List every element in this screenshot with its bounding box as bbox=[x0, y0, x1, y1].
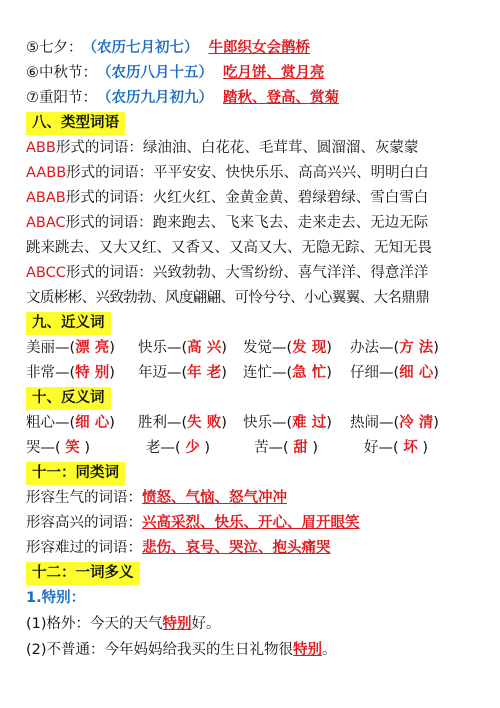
type-words: 文质彬彬、兴致勃勃、风度翩翩、可怜兮兮、小心翼翼、大名鼎鼎 bbox=[26, 290, 430, 306]
type-row bbox=[26, 161, 494, 186]
type-words: 跳来跳去、又大又红、又香又、又高又大、无隐无踪、无知无畏 bbox=[26, 240, 432, 256]
polysemy-subheading bbox=[26, 586, 494, 611]
antonym-pair: 热闹—(冷 清) bbox=[350, 415, 439, 431]
festival-row-qixi bbox=[26, 36, 494, 61]
synonym-pair: 年迈—(年 老) bbox=[138, 365, 227, 381]
synonym-pair: 连忙—(急 忙) bbox=[243, 365, 332, 381]
festival-row-zhongqiu bbox=[26, 61, 494, 86]
category-row bbox=[26, 511, 494, 536]
antonym-pair: 粗心—(细 心) bbox=[26, 415, 115, 431]
category-words: 愤怒、气恼、怒气冲冲 bbox=[142, 490, 287, 506]
type-row-continued bbox=[26, 286, 494, 311]
type-row-continued bbox=[26, 236, 494, 261]
section-heading: 九、近义词 bbox=[26, 312, 111, 335]
antonym-row bbox=[26, 436, 494, 461]
synonym-pair: 仔细—(细 心) bbox=[350, 365, 439, 381]
synonym-pair: 发觉—(发 现) bbox=[243, 340, 332, 356]
synonym-pair: 美丽—(漂 亮) bbox=[26, 340, 115, 356]
antonym-pair: 老—( 少 ) bbox=[146, 440, 211, 456]
category-label: 形容高兴的词语： bbox=[26, 515, 142, 531]
type-pattern: ABB bbox=[26, 140, 56, 156]
antonym-pair: 好—( 坏 ) bbox=[364, 440, 429, 456]
antonym-pair: 哭—( 笑 ) bbox=[26, 440, 91, 456]
section-heading: 八、类型词语 bbox=[26, 112, 125, 135]
category-row bbox=[26, 536, 494, 561]
festival-custom: 吃月饼、赏月亮 bbox=[223, 65, 325, 81]
highlighted-word: 特别 bbox=[293, 642, 323, 658]
type-pattern: ABAC bbox=[26, 215, 66, 231]
festival-name: ⑦重阳节： bbox=[26, 90, 97, 106]
section-heading: 十、反义词 bbox=[26, 387, 111, 410]
category-label: 形容难过的词语： bbox=[26, 540, 142, 556]
section-heading: 十二：一词多义 bbox=[26, 562, 140, 585]
document-page bbox=[26, 36, 494, 663]
synonym-row bbox=[26, 361, 494, 386]
festival-name: ⑥中秋节： bbox=[26, 65, 97, 81]
category-words: 悲伤、哀号、哭泣、抱头痛哭 bbox=[142, 540, 331, 556]
type-words: 火红火红、金黄金黄、碧绿碧绿、雪白雪白 bbox=[152, 190, 429, 206]
highlighted-word: 特别 bbox=[162, 616, 192, 632]
festival-row-chongyang bbox=[26, 86, 494, 111]
antonym-pair: 胜利—(失 败) bbox=[138, 415, 227, 431]
type-row bbox=[26, 261, 494, 286]
category-label: 形容生气的词语： bbox=[26, 490, 142, 506]
polysemy-item: (1)格外：今天的天气 特别 好。 bbox=[26, 611, 494, 637]
type-label: 形式的词语： bbox=[65, 215, 153, 231]
festival-custom: 踏秋、登高、赏菊 bbox=[223, 90, 339, 106]
section-9-heading-row bbox=[26, 311, 494, 336]
synonym-pair: 办法—(方 法) bbox=[350, 340, 439, 356]
type-label: 形式的词语： bbox=[65, 265, 153, 281]
type-pattern: ABCC bbox=[26, 265, 66, 281]
antonym-pair: 快乐—(难 过) bbox=[243, 415, 332, 431]
festival-date: （农历八月十五） bbox=[97, 65, 213, 81]
section-8-heading-row bbox=[26, 111, 494, 136]
type-row bbox=[26, 136, 494, 161]
type-label: 形式的词语： bbox=[55, 140, 143, 156]
festival-date: （农历九月初九） bbox=[97, 90, 213, 106]
type-pattern: AABB bbox=[26, 165, 67, 181]
category-row bbox=[26, 486, 494, 511]
type-words: 兴致勃勃、大雪纷纷、喜气洋洋、得意洋洋 bbox=[152, 265, 429, 281]
festival-date: （农历七月初七） bbox=[82, 40, 199, 56]
festival-custom: 牛郎织女会鹊桥 bbox=[208, 40, 310, 56]
antonym-pair: 苦—( 甜 ) bbox=[254, 440, 319, 456]
type-words: 跑来跑去、飞来飞去、走来走去、无边无际 bbox=[152, 215, 429, 231]
section-12-heading-row bbox=[26, 561, 494, 586]
synonym-pair: 快乐—(高 兴) bbox=[138, 340, 227, 356]
synonym-row bbox=[26, 336, 494, 361]
category-words: 兴高采烈、快乐、开心、眉开眼笑 bbox=[142, 515, 360, 531]
type-row bbox=[26, 186, 494, 211]
section-heading: 十一：同类词 bbox=[26, 462, 125, 485]
polysemy-item: (2)不普通：今年妈妈给我买的生日礼物很 特别 。 bbox=[26, 637, 494, 663]
type-label: 形式的词语： bbox=[65, 190, 153, 206]
section-10-heading-row bbox=[26, 386, 494, 411]
festival-name: ⑤七夕： bbox=[26, 40, 83, 56]
type-pattern: ABAB bbox=[26, 190, 66, 206]
type-words: 绿油油、白花花、毛茸茸、圆溜溜、灰蒙蒙 bbox=[142, 140, 419, 156]
section-11-heading-row bbox=[26, 461, 494, 486]
polysemy-word: 1.特别： bbox=[26, 590, 86, 606]
type-row bbox=[26, 211, 494, 236]
synonym-pair: 非常—(特 别) bbox=[26, 365, 115, 381]
type-words: 平平安安、快快乐乐、高高兴兴、明明白白 bbox=[153, 165, 429, 181]
type-label: 形式的词语： bbox=[66, 165, 154, 181]
antonym-row bbox=[26, 411, 494, 436]
